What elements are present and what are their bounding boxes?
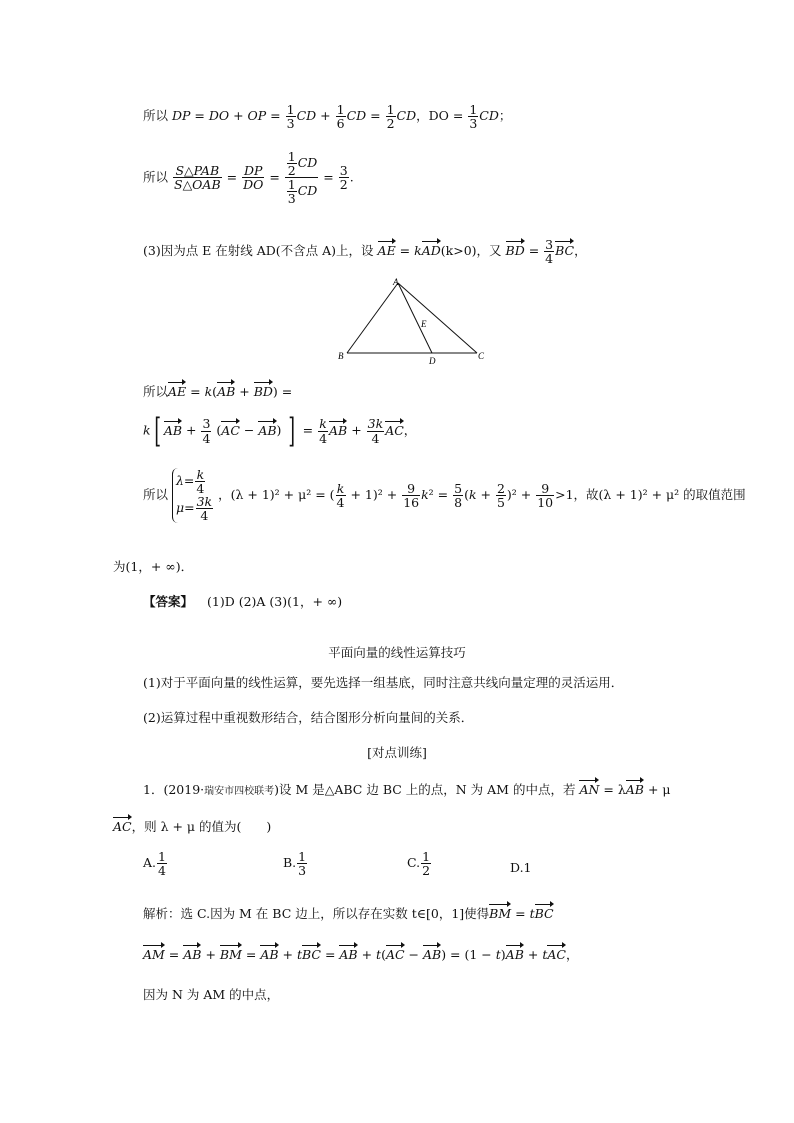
side-ab xyxy=(347,283,398,353)
fraction: $\frac{5}{8}$ xyxy=(454,480,463,510)
label-e: E xyxy=(421,319,427,329)
fraction: $\frac{1}{6}$ xyxy=(336,102,345,132)
fraction: $\frac{3}{2}$ xyxy=(339,163,348,193)
solution-3: 因为 N 为 AM 的中点， xyxy=(143,987,280,1002)
answer-text: (1)D (2)A (3)(1，+ ∞) xyxy=(207,594,343,609)
fraction: $\frac{3k}{4}$ xyxy=(367,416,384,446)
answer-label: 【答案】 xyxy=(143,594,194,609)
fraction: $\frac{1}{2}$ xyxy=(386,102,395,132)
line-part3: (3)因为点 E 在射线 AD(不含点 A)上，设 AE = kAD(k>0)，又 BD = $\frac{3}{4}$ BC， xyxy=(143,237,587,267)
segment-ad xyxy=(398,283,432,353)
text: 所以 xyxy=(143,169,169,185)
line-area-ratio: 所以 $\frac{\text{S△PAB}}{\text{S△OAB}}$ = $\frac{DP}{DO}$ = $\frac{1}{2}$ CD $\frac{1}{3}$ CD = $\frac{3}{2}$ . xyxy=(143,149,354,207)
fraction: $\frac{9}{16}$ xyxy=(403,480,420,510)
option-d: D.1 xyxy=(510,860,532,875)
fraction: $\frac{2}{5}$ xyxy=(496,480,505,510)
fraction-area: $\frac{\text{S△PAB}}{\text{S△OAB}}$ xyxy=(174,163,221,193)
side-ac xyxy=(398,283,477,353)
fraction: $\frac{3}{4}$ xyxy=(545,237,554,267)
section-title: 平面向量的线性运算技巧 xyxy=(328,645,466,660)
line-dp: 所以 DP = DO + OP = $\frac{1}{3}$ CD + $\frac{1}{6}$ CD = $\frac{1}{2}$ CD，DO = $\frac{1}{3}$ CD； xyxy=(143,102,512,132)
term: CD xyxy=(346,108,367,124)
tip-1: (1)对于平面向量的线性运算，要先选择一组基底，同时注意共线向量定理的灵活运用． xyxy=(143,675,624,690)
line-ae: 所以AE = k(AB + BD) = xyxy=(143,380,292,400)
option-c: C. $\frac{1}{2}$ xyxy=(407,849,431,879)
text: (3)因为点 E 在射线 AD(不含点 A)上，设 xyxy=(143,243,374,259)
fraction: $\frac{k}{4}$ xyxy=(319,416,328,446)
solution-1: 解析：选 C.因为 M 在 BC 边上，所以存在实数 t∈[0，1]使得BM = tBC xyxy=(143,902,554,922)
text: (k>0)，又 xyxy=(440,243,502,259)
text: >1，故(λ + 1)² + μ² 的取值范围 xyxy=(555,486,746,502)
tip-2: (2)运算过程中重视数形结合，结合图形分析向量间的关系． xyxy=(143,710,474,725)
fraction: $\frac{9}{10}$ xyxy=(537,480,554,510)
practice-title: [对点训练] xyxy=(367,745,427,760)
text: 所以 xyxy=(143,486,169,502)
term: CD xyxy=(396,108,417,124)
source: 瑞安市四校联考 xyxy=(204,786,275,797)
fraction-dp-do: $\frac{DP}{DO}$ xyxy=(243,163,264,193)
text: 解析：选 C.因为 M 在 BC 边上，所以存在实数 t∈[0，1]使得 xyxy=(143,906,490,921)
line-system: 所以 λ= $\frac{k}{4}$ μ= $\frac{3k}{4}$ ，(λ + 1)² + μ² = ( $\frac{k}{4}$ + 1)² + $\frac{9}{16}$ k² = $\frac{5}{8}$ (k + $\frac{2}{5}$ )² + $\frac{9}{10}$ >1，故(λ + 1)² + μ² 的取值范围 xyxy=(143,467,746,524)
fraction: $\frac{k}{4}$ xyxy=(336,480,345,510)
text: ，(λ + 1)² + μ² = xyxy=(218,486,326,502)
label-c: C xyxy=(478,351,485,361)
label-a: A xyxy=(393,277,399,287)
text: ； xyxy=(498,108,512,124)
fraction: $\frac{3}{4}$ xyxy=(202,416,211,446)
question-1-cont: AC，则 λ + μ 的值为( ) xyxy=(113,815,271,835)
fraction: $\frac{1}{3}$ xyxy=(469,102,478,132)
text: 所以 xyxy=(143,108,169,124)
text: ，DO = xyxy=(416,108,464,124)
text: 1．(2019· xyxy=(143,782,205,797)
term: CD xyxy=(479,108,499,124)
fraction-compound: $\frac{1}{2}$ CD $\frac{1}{3}$ CD xyxy=(285,150,319,206)
system-brace: λ= $\frac{k}{4}$ μ= $\frac{3k}{4}$ xyxy=(172,468,214,523)
line-expand: k[ AB + $\frac{3}{4}$ (AC − AB) ] = $\frac{k}{4}$ AB + $\frac{3k}{4}$ AC， xyxy=(143,411,417,451)
option-a: A. $\frac{1}{4}$ xyxy=(143,849,166,879)
equation: DP = DO + OP = xyxy=(172,108,281,124)
fraction: $\frac{1}{3}$ xyxy=(286,102,295,132)
solution-2: AM = AB + BM = AB + tBC = AB + t(AC − AB) = (1 − t)AB + tAC， xyxy=(143,943,578,963)
term: CD xyxy=(296,108,317,124)
text: ，则 λ + μ 的值为( ) xyxy=(131,819,272,834)
label-b: B xyxy=(338,351,344,361)
triangle-figure xyxy=(335,276,495,368)
question-1: 1．(2019·瑞安市四校联考)设 M 是△ABC 边 BC 上的点，N 为 AM 的中点，若 AN = λAB + μ xyxy=(143,778,671,798)
text: )设 M 是△ABC 边 BC 上的点，N 为 AM 的中点，若 xyxy=(274,782,576,797)
option-b: B. $\frac{1}{3}$ xyxy=(283,849,307,879)
answer xyxy=(143,592,342,610)
label-d: D xyxy=(429,356,436,366)
text: k xyxy=(143,422,151,438)
line-range: 为(1，+ ∞)． xyxy=(113,559,194,574)
text: 所以 xyxy=(143,384,169,399)
